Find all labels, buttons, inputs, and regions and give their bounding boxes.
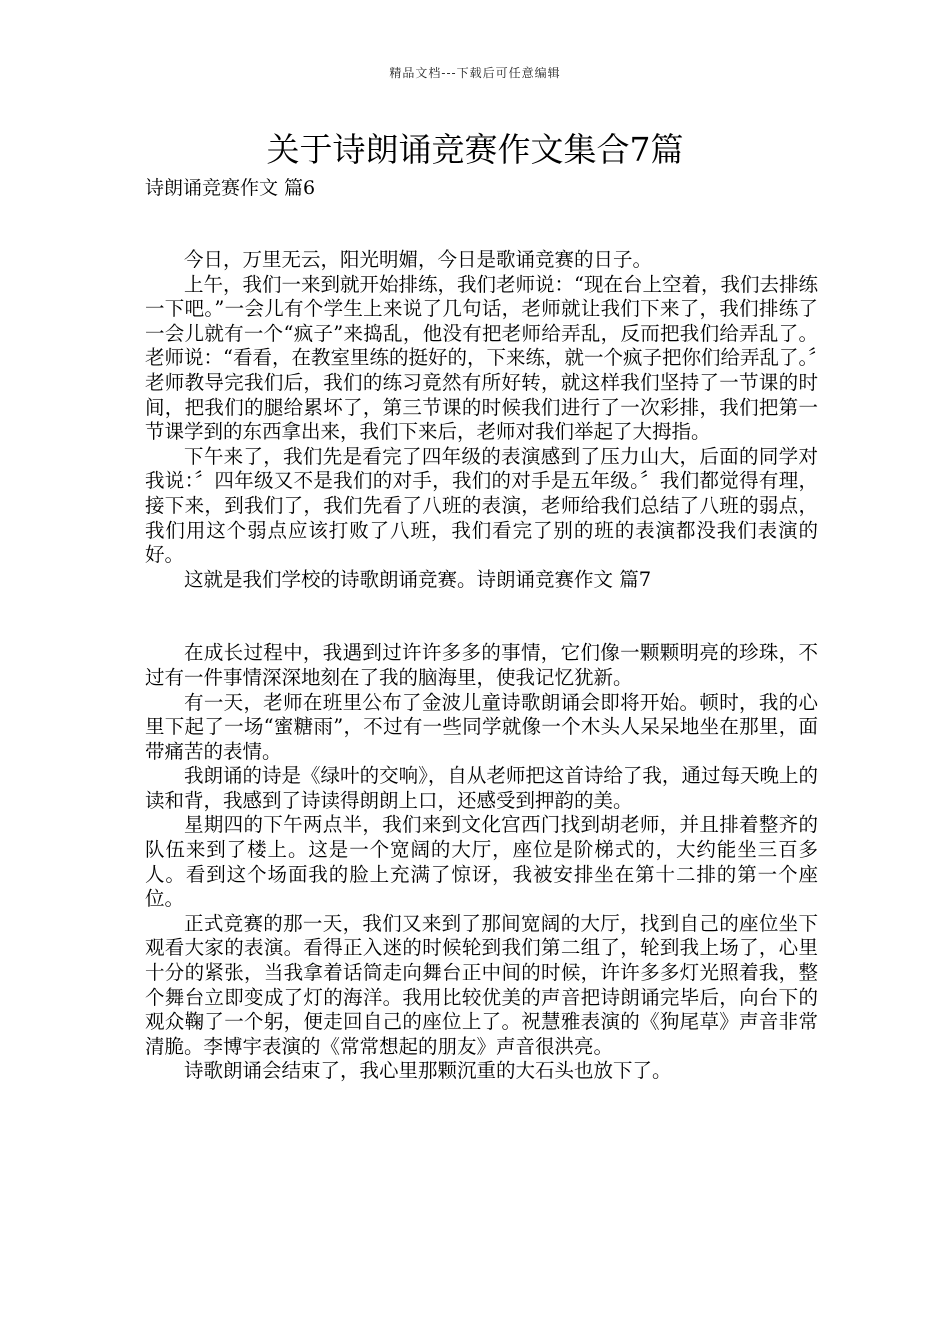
paragraph: 星期四的下午两点半，我们来到文化宫西门找到胡老师，并且排着整齐的队伍来到了楼上。这是一个宽阔的大厅，座位是阶梯式的，大约能坐三百多人。看到这个场面我的脸上充满了惊讶，我被安排坐在第十二排的第一个座位。 [145, 813, 818, 911]
paragraph: 正式竞赛的那一天，我们又来到了那间宽阔的大厅，找到自己的座位坐下观看大家的表演。看得正入迷的时候轮到我们第二组了，轮到我上场了，心里十分的紧张，当我拿着话筒走向舞台正中间的时候，许许多多灯光照着我，整个舞台立即变成了灯的海洋。我用比较优美的声音把诗朗诵完毕后，向台下的观众鞠了一个躬，便走回自己的座位上了。祝慧雅表演的《狗尾草》声音非常清脆。李博宇表演的《常常想起的朋友》声音很洪亮。 [145, 911, 818, 1058]
paragraph: 今日，万里无云，阳光明媚，今日是歌诵竞赛的日子。 [184, 248, 653, 271]
document-title: 关于诗朗诵竞赛作文集合7篇 [266, 130, 684, 169]
paragraph: 我朗诵的诗是《绿叶的交响》，自从老师把这首诗给了我，通过每天晚上的读和背，我感到了诗读得朗朗上口，还感受到押韵的美。 [145, 764, 818, 812]
article-body [145, 248, 818, 1084]
page-header-note: 精品文档---下载后可任意编辑 [389, 66, 561, 80]
paragraph-with-next-heading: 这就是我们学校的诗歌朗诵竞赛。诗朗诵竞赛作文 篇7 [184, 567, 652, 591]
paragraph: 诗歌朗诵会结束了，我心里那颗沉重的大石头也放下了。 [184, 1059, 672, 1083]
paragraph: 有一天，老师在班里公布了金波儿童诗歌朗诵会即将开始。顿时，我的心里下起了一场“蜜糖雨”，不过有一些同学就像一个木头人呆呆地坐在那里，面带痛苦的表情。 [145, 690, 818, 763]
paragraph: 在成长过程中，我遇到过许许多多的事情，它们像一颗颗明亮的珍珠，不过有一件事情深深地刻在了我的脑海里，使我记忆犹新。 [145, 641, 818, 689]
paragraph: 上午，我们一来到就开始排练，我们老师说：“现在台上空着，我们去排练一下吧。”一会儿有个学生上来说了几句话，老师就让我们下来了，我们排练了一会儿就有一个“疯子”来捣乱，他没有把老师给弄乱，反而把我们给弄乱了。老师说：“看看，在教室里练的挺好的，下来练，就一个疯子把你们给弄乱了。〞老师教导完我们后，我们的练习竟然有所好转，就这样我们坚持了一节课的时间，把我们的腿给累坏了，第三节课的时候我们进行了一次彩排，我们把第一节课学到的东西拿出来，我们下来后，老师对我们举起了大拇指。 [145, 272, 818, 444]
section-heading: 诗朗诵竞赛作文 篇6 [145, 177, 316, 199]
paragraph: 下午来了，我们先是看完了四年级的表演感到了压力山大，后面的同学对我说：〞四年级又不是我们的对手，我们的对手是五年级。〞我们都觉得有理，接下来，到我们了，我们先看了八班的表演，老师给我们总结了八班的弱点，我们用这个弱点应该打败了八班，我们看完了别的班的表演都没我们表演的好。 [145, 444, 818, 567]
